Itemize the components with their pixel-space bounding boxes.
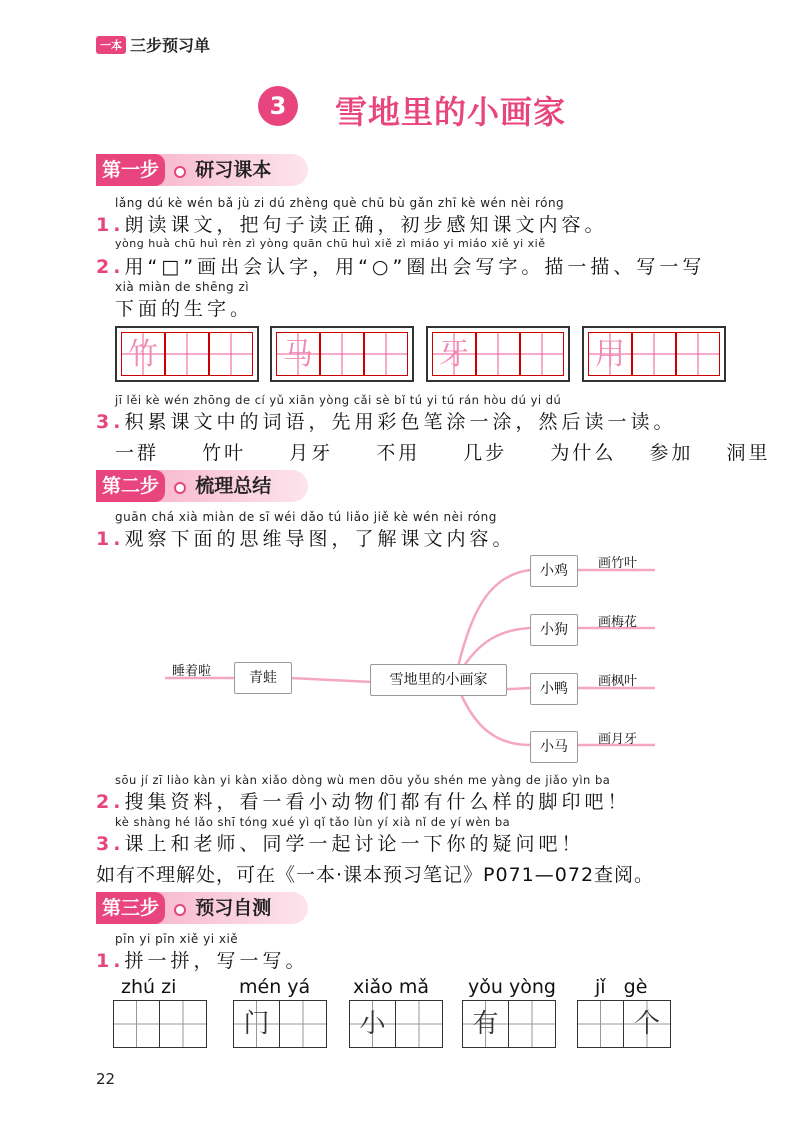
word-item[interactable]: 几步 <box>463 442 508 464</box>
step1-title: 研习课本 <box>195 159 272 181</box>
step2-q2-num: 2. <box>96 791 125 813</box>
mindmap-branch-node: 小马 <box>530 731 578 763</box>
step2-q1-text: 观察下面的思维导图，了解课文内容。 <box>124 528 516 550</box>
step2-q2 <box>96 787 630 814</box>
step3-dot <box>174 904 186 916</box>
write-cell-char: 小 <box>359 1009 386 1039</box>
brand-logo: 一本 <box>96 36 126 54</box>
step1-q2-pinyin: yòng huà chū huì rèn zì yòng quān chū huì xiě zì miáo yi miáo xiě yi xiě <box>115 237 546 250</box>
step3-q1 <box>96 946 308 973</box>
step2-q2-text: 搜集资料，看一看小动物们都有什么样的脚印吧！ <box>124 791 631 813</box>
step2-q1-pinyin: guān chá xià miàn de sī wéi dǎo tú liǎo jiě kè wén nèi róng <box>115 510 497 524</box>
lesson-title: 雪地里的小画家 <box>335 93 567 131</box>
step2-q1-num: 1. <box>96 528 125 550</box>
step1-q1-text: 朗读课文，把句子读正确，初步感知课文内容。 <box>124 214 608 236</box>
write-cell[interactable] <box>509 1001 555 1047</box>
mindmap-left-node: 青蛙 <box>234 662 292 694</box>
mindmap-branch-node: 小鸡 <box>530 555 578 587</box>
mindmap-center-node: 雪地里的小画家 <box>370 664 507 696</box>
word-item[interactable]: 不用 <box>376 442 421 464</box>
step3-label: 第三步 <box>96 892 165 924</box>
step2-q2-pinyin: sōu jí zī liào kàn yi kàn xiǎo dòng wù men dōu yǒu shén me yàng de jiǎo yìn ba <box>115 773 611 787</box>
write-cell[interactable] <box>234 1001 280 1047</box>
step1-q2-num: 2. <box>96 256 125 278</box>
step1-q3-text: 积累课文中的词语，先用彩色笔涂一涂，然后读一读。 <box>124 411 677 433</box>
mindmap-left-leaf: 睡着啦 <box>172 664 212 679</box>
write-cell-char: 门 <box>243 1009 270 1039</box>
step2-title: 梳理总结 <box>195 475 272 497</box>
mindmap-branch-node: 小狗 <box>530 614 578 646</box>
word-item[interactable]: 月牙 <box>289 442 334 464</box>
write-cell[interactable] <box>624 1001 670 1047</box>
header-title: 三步预习单 <box>130 36 211 55</box>
write-cell-char <box>509 1001 555 1047</box>
write-cell[interactable] <box>160 1001 206 1047</box>
step2-note: 如有不理解处，可在《一本·课本预习笔记》P071—072查阅。 <box>96 864 655 886</box>
write-cell[interactable] <box>396 1001 442 1047</box>
write-grid <box>349 1000 443 1048</box>
step1-q3-num: 3. <box>96 411 125 433</box>
mindmap-branch-node: 小鸭 <box>530 673 578 705</box>
write-group-pinyin: yǒu yòng <box>468 976 556 998</box>
write-cell[interactable] <box>114 1001 160 1047</box>
write-group-pinyin: mén yá <box>239 976 311 998</box>
write-cell[interactable] <box>350 1001 396 1047</box>
write-cell-char <box>578 1001 623 1047</box>
page-number: 22 <box>96 1070 116 1088</box>
step1-q2-pinyin2: xià miàn de shēng zì <box>115 280 250 294</box>
step2-q3 <box>96 829 584 856</box>
write-grid <box>577 1000 671 1048</box>
write-group-3 <box>349 976 443 1048</box>
word-item[interactable]: 竹叶 <box>202 442 247 464</box>
mindmap-branch-leaf: 画竹叶 <box>598 556 638 571</box>
write-group-pinyin: jǐ gè <box>595 976 648 998</box>
practice-char: 马 <box>283 337 313 372</box>
word-item[interactable]: 参加 <box>649 442 694 464</box>
practice-char: 用 <box>595 337 625 372</box>
write-cell-char <box>114 1001 159 1047</box>
write-cell-char: 个 <box>633 1009 660 1039</box>
step1-label: 第一步 <box>96 154 165 186</box>
step3-q1-pinyin: pīn yi pīn xiě yi xiě <box>115 932 239 946</box>
step1-q1-num: 1. <box>96 214 125 236</box>
write-cell-char <box>396 1001 442 1047</box>
write-group-4 <box>462 976 556 1048</box>
write-group-pinyin: zhú zi <box>121 976 177 998</box>
step2-label: 第二步 <box>96 470 165 502</box>
step3-tag <box>96 892 308 924</box>
write-cell[interactable] <box>280 1001 326 1047</box>
step1-q1-pinyin: lǎng dú kè wén bǎ jù zi dú zhèng què chū bù gǎn zhī kè wén nèi róng <box>115 196 565 210</box>
step1-q2-text: 用“□”画出会认字，用“○”圈出会写字。描一描、写一写 <box>124 256 706 278</box>
write-cell[interactable] <box>578 1001 624 1047</box>
step3-q1-text: 拼一拼，写一写。 <box>124 950 309 972</box>
write-cell-char: 有 <box>472 1009 499 1039</box>
mindmap-branch-leaf: 画月牙 <box>598 732 638 747</box>
write-grid <box>113 1000 207 1048</box>
write-cell-char <box>160 1001 206 1047</box>
practice-char: 竹 <box>128 337 158 372</box>
write-group-pinyin: xiǎo mǎ <box>353 976 429 998</box>
mindmap-branch-leaf: 画梅花 <box>598 615 638 630</box>
write-group-1 <box>113 976 207 1048</box>
step1-q3-pinyin: jī lěi kè wén zhōng de cí yǔ xiān yòng cǎi sè bǐ tú yi tú rán hòu dú yi dú <box>115 393 562 407</box>
mindmap-branch-leaf: 画枫叶 <box>598 674 638 689</box>
write-grid <box>462 1000 556 1048</box>
word-item[interactable]: 一群 <box>115 442 160 464</box>
step1-q2-text2: 下面的生字。 <box>115 298 254 320</box>
step2-q3-num: 3. <box>96 833 125 855</box>
write-group-5 <box>577 976 671 1048</box>
practice-char: 牙 <box>439 337 469 372</box>
step2-q3-text: 课上和老师、同学一起讨论一下你的疑问吧！ <box>124 833 585 855</box>
lesson-number: 3 <box>258 86 298 126</box>
write-cell-char <box>280 1001 326 1047</box>
step3-q1-num: 1. <box>96 950 125 972</box>
write-cell[interactable] <box>463 1001 509 1047</box>
word-item[interactable]: 为什么 <box>550 442 617 464</box>
write-group-2 <box>233 976 327 1048</box>
step3-title: 预习自测 <box>195 897 272 919</box>
write-grid <box>233 1000 327 1048</box>
step2-q3-pinyin: kè shàng hé lǎo shī tóng xué yì qǐ tǎo lùn yí xià nǐ de yí wèn ba <box>115 815 511 829</box>
word-item[interactable]: 洞里 <box>726 442 771 464</box>
